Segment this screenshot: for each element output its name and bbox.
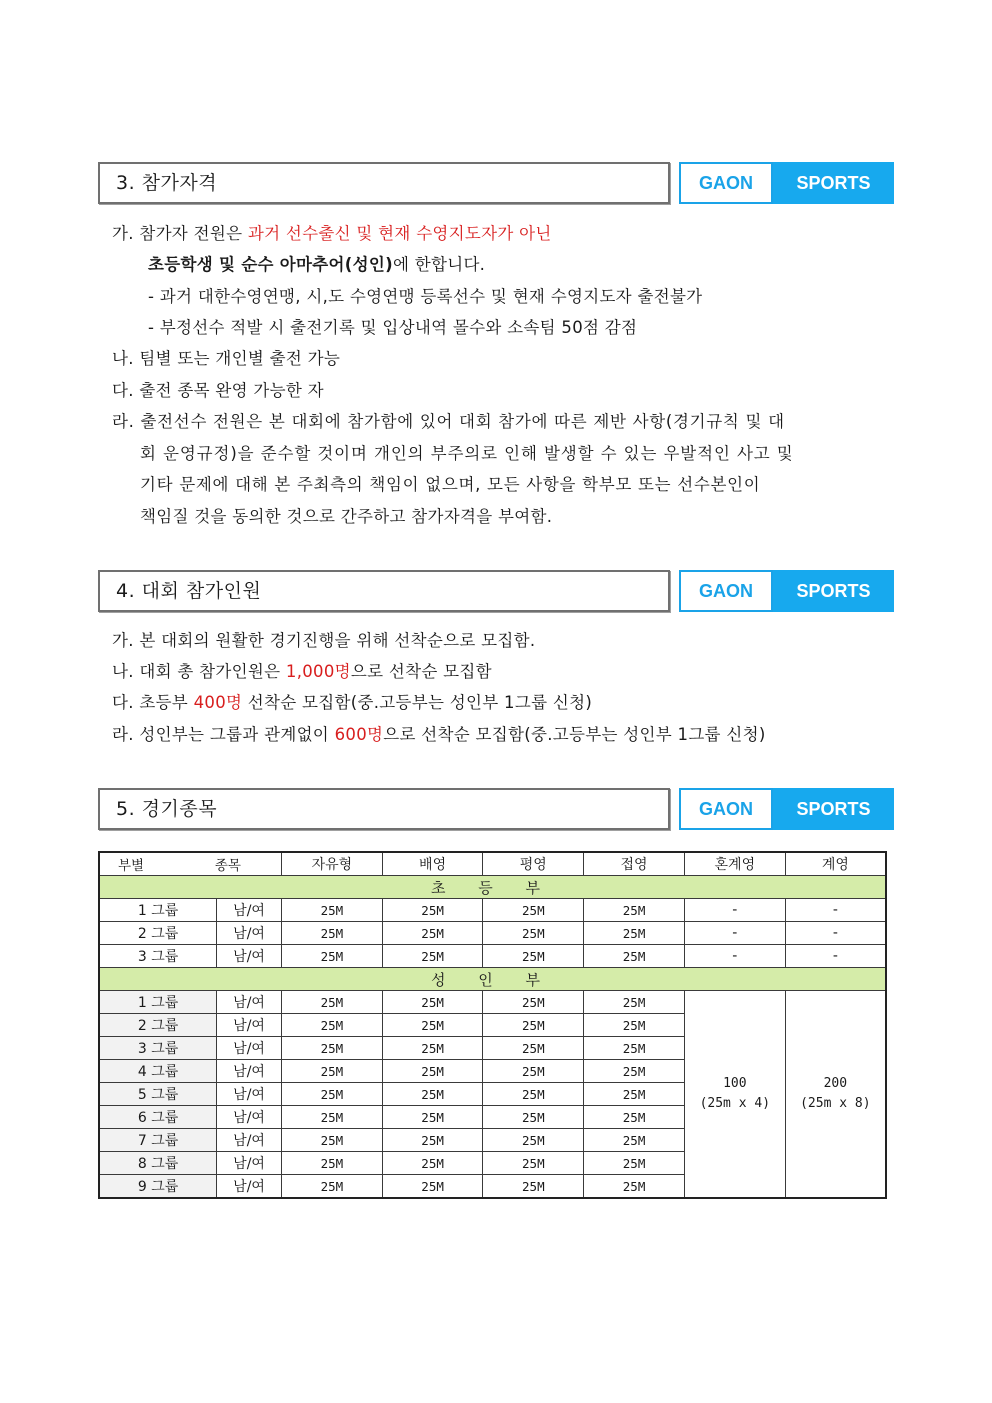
distance-cell: 25M: [584, 1152, 685, 1175]
gender-cell: 남/여: [217, 945, 282, 968]
section-title: 5. 경기종목: [98, 788, 670, 830]
column-header: 자유형: [281, 852, 382, 876]
column-header: 접영: [584, 852, 685, 876]
distance-cell: 25M: [281, 1060, 382, 1083]
distance-cell: 25M: [281, 1175, 382, 1199]
brand-gaon: GAON: [679, 788, 773, 830]
distance-cell: 25M: [584, 1106, 685, 1129]
distance-cell: 25M: [281, 1037, 382, 1060]
column-header: 평영: [483, 852, 584, 876]
gender-cell: 남/여: [217, 1060, 282, 1083]
distance-cell: 25M: [483, 1106, 584, 1129]
distance-cell: 25M: [483, 945, 584, 968]
group-cell: 1 그룹: [99, 899, 217, 922]
distance-cell: 25M: [281, 1152, 382, 1175]
gender-cell: 남/여: [217, 1129, 282, 1152]
group-cell: 6 그룹: [99, 1106, 217, 1129]
medley-relay-value: 100: [723, 1076, 747, 1091]
table-row: [99, 991, 886, 1014]
s4-line-4: 라. 성인부는 그룹과 관계없이 600명으로 선착순 모집함(중.고등부는 성인부 1그룹 신청): [112, 725, 766, 744]
events-table: [98, 851, 887, 1199]
s3-line-9: 기타 문제에 대해 본 주최측의 책임이 없으며, 모든 사항을 학부모 또는 선수본인이: [140, 475, 761, 494]
corner-cell: [99, 852, 281, 876]
division-label: 초 등 부: [99, 876, 886, 899]
distance-cell: 25M: [483, 991, 584, 1014]
distance-cell: 25M: [382, 1083, 483, 1106]
section-4-header: [98, 570, 894, 612]
distance-cell: 25M: [382, 1152, 483, 1175]
table-row: [99, 899, 886, 922]
division-band: [99, 968, 886, 991]
group-cell: 2 그룹: [99, 1014, 217, 1037]
distance-cell: 25M: [281, 1106, 382, 1129]
free-relay-value: 200: [823, 1076, 848, 1091]
s3-line-1: 가. 참가자 전원은 과거 선수출신 및 현재 수영지도자가 아닌: [112, 224, 552, 243]
distance-cell: 25M: [382, 1014, 483, 1037]
group-cell: 1 그룹: [99, 991, 217, 1014]
group-cell: 7 그룹: [99, 1129, 217, 1152]
gender-cell: 남/여: [217, 1037, 282, 1060]
corner-top-label: 종목: [214, 858, 241, 874]
column-header: 계영: [785, 852, 886, 876]
dash-cell: -: [785, 899, 886, 922]
distance-cell: 25M: [281, 1129, 382, 1152]
group-cell: 5 그룹: [99, 1083, 217, 1106]
section-title: 4. 대회 참가인원: [98, 570, 670, 612]
group-cell: 9 그룹: [99, 1175, 217, 1199]
dash-cell: -: [785, 945, 886, 968]
group-cell: 2 그룹: [99, 922, 217, 945]
gender-cell: 남/여: [217, 899, 282, 922]
distance-cell: 25M: [382, 945, 483, 968]
free-relay-cell: [785, 991, 886, 1199]
gender-cell: 남/여: [217, 1106, 282, 1129]
dash-cell: -: [684, 922, 785, 945]
distance-cell: 25M: [483, 1129, 584, 1152]
distance-cell: 25M: [584, 922, 685, 945]
events-table-body: [99, 852, 886, 1198]
s3-line-3: - 과거 대한수영연맹, 시,도 수영연맹 등록선수 및 현재 수영지도자 출전불가: [148, 287, 703, 306]
group-cell: 8 그룹: [99, 1152, 217, 1175]
table-header-row: [99, 852, 886, 876]
distance-cell: 25M: [584, 899, 685, 922]
section-title: 3. 참가자격: [98, 162, 670, 204]
column-header: 배영: [382, 852, 483, 876]
section-3-header: [98, 162, 894, 204]
distance-cell: 25M: [483, 1175, 584, 1199]
dash-cell: -: [684, 899, 785, 922]
s4-line-1: 가. 본 대회의 원활한 경기진행을 위해 선착순으로 모집함.: [112, 631, 536, 650]
s3-line-5: 나. 팀별 또는 개인별 출전 가능: [112, 349, 341, 368]
distance-cell: 25M: [483, 922, 584, 945]
distance-cell: 25M: [483, 1037, 584, 1060]
distance-cell: 25M: [281, 945, 382, 968]
gender-cell: 남/여: [217, 1014, 282, 1037]
brand-gaon: GAON: [679, 570, 773, 612]
division-band: [99, 876, 886, 899]
s3-line-4: - 부정선수 적발 시 출전기록 및 입상내역 몰수와 소속팀 50점 감점: [148, 318, 638, 337]
distance-cell: 25M: [281, 991, 382, 1014]
group-cell: 4 그룹: [99, 1060, 217, 1083]
brand-sports: SPORTS: [773, 570, 894, 612]
s3-line-10: 책임질 것을 동의한 것으로 간주하고 참가자격을 부여함.: [140, 507, 553, 526]
s4-line-2: 나. 대회 총 참가인원은 1,000명으로 선착순 모집함: [112, 662, 492, 681]
distance-cell: 25M: [584, 1129, 685, 1152]
table-row: [99, 945, 886, 968]
distance-cell: 25M: [584, 945, 685, 968]
table-row: [99, 922, 886, 945]
distance-cell: 25M: [483, 1060, 584, 1083]
column-header: 혼계영: [684, 852, 785, 876]
brand-sports: SPORTS: [773, 162, 894, 204]
s3-line-7: 라. 출전선수 전원은 본 대회에 참가함에 있어 대회 참가에 따른 제반 사항(경기규칙 및 대: [112, 412, 785, 431]
distance-cell: 25M: [584, 1175, 685, 1199]
distance-cell: 25M: [382, 922, 483, 945]
medley-relay-cell: [684, 991, 785, 1199]
gender-cell: 남/여: [217, 1152, 282, 1175]
distance-cell: 25M: [281, 922, 382, 945]
gender-cell: 남/여: [217, 991, 282, 1014]
gender-cell: 남/여: [217, 1083, 282, 1106]
division-label: 성 인 부: [99, 968, 886, 991]
distance-cell: 25M: [281, 1014, 382, 1037]
distance-cell: 25M: [382, 1106, 483, 1129]
distance-cell: 25M: [281, 899, 382, 922]
distance-cell: 25M: [382, 1037, 483, 1060]
distance-cell: 25M: [483, 1083, 584, 1106]
dash-cell: -: [785, 922, 886, 945]
distance-cell: 25M: [281, 1083, 382, 1106]
distance-cell: 25M: [483, 899, 584, 922]
distance-cell: 25M: [584, 1060, 685, 1083]
distance-cell: 25M: [584, 1083, 685, 1106]
distance-cell: 25M: [382, 991, 483, 1014]
corner-bottom-label: 부별: [118, 858, 145, 874]
brand-badge: [679, 570, 894, 612]
brand-badge: [679, 788, 894, 830]
s4-line-3: 다. 초등부 400명 선착순 모집함(중.고등부는 성인부 1그룹 신청): [112, 693, 593, 712]
medley-relay-detail: (25m x 4): [699, 1096, 771, 1111]
brand-sports: SPORTS: [773, 788, 894, 830]
free-relay-detail: (25m x 8): [800, 1096, 871, 1111]
distance-cell: 25M: [382, 1175, 483, 1199]
s3-line-6: 다. 출전 종목 완영 가능한 자: [112, 381, 324, 400]
distance-cell: 25M: [584, 1037, 685, 1060]
gender-cell: 남/여: [217, 922, 282, 945]
s3-line-2: 초등학생 및 순수 아마추어(성인)에 한합니다.: [148, 255, 486, 274]
brand-gaon: GAON: [679, 162, 773, 204]
distance-cell: 25M: [382, 1129, 483, 1152]
distance-cell: 25M: [382, 899, 483, 922]
distance-cell: 25M: [382, 1060, 483, 1083]
distance-cell: 25M: [483, 1152, 584, 1175]
section-5-header: [98, 788, 894, 830]
group-cell: 3 그룹: [99, 1037, 217, 1060]
distance-cell: 25M: [584, 991, 685, 1014]
brand-badge: [679, 162, 894, 204]
distance-cell: 25M: [483, 1014, 584, 1037]
s3-line-8: 회 운영규정)을 준수할 것이며 개인의 부주의로 인해 발생할 수 있는 우발적인 사고 및: [140, 444, 794, 463]
distance-cell: 25M: [584, 1014, 685, 1037]
group-cell: 3 그룹: [99, 945, 217, 968]
dash-cell: -: [684, 945, 785, 968]
gender-cell: 남/여: [217, 1175, 282, 1199]
